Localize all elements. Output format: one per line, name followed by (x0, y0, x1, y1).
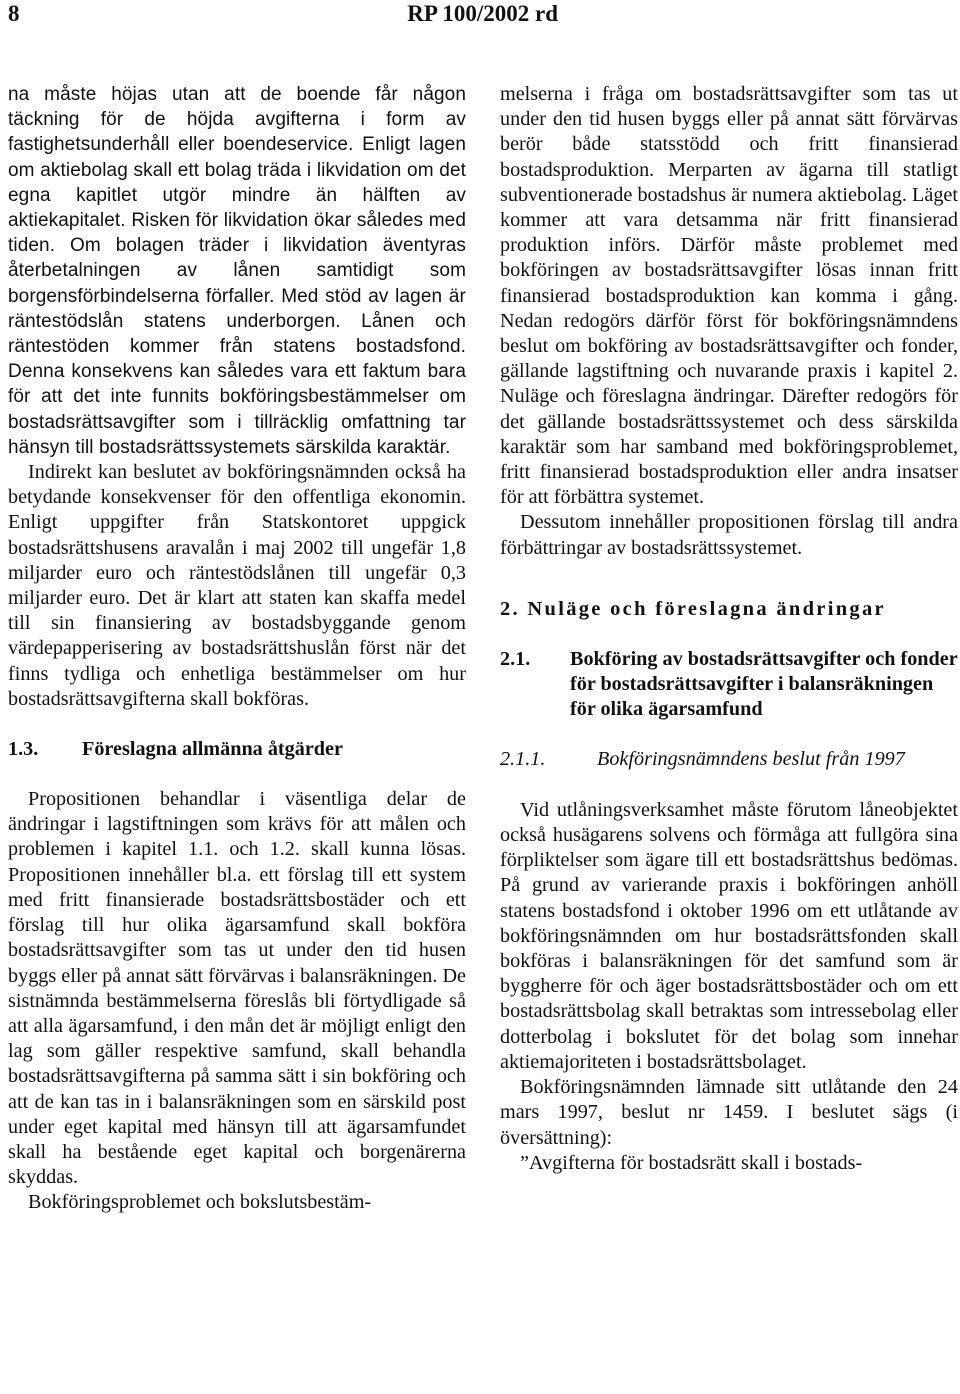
page-number: 8 (8, 1, 20, 26)
section-heading-2-1 (500, 647, 958, 722)
quote-paragraph: ”Avgifterna för bostadsrätt skall i bostads- (520, 1151, 863, 1174)
body-paragraph: na måste höjas utan att de boende får någon täckning för de höjda avgifterna i form av fastighetsunderhåll eller boendeservice. Enligt lagen om aktiebolag skall ett bolag träda i likvidation om det egna kapitlet utgör mindre än hälften av aktiekapitalet. Risken för likvidation ökar således med tiden. Om bolagen träder i likvidation äventyras återbetalningen av lånen samtidigt som borgensförbindelserna förfaller. Med stöd av lagen är räntestödslån statens underborgen. Lånen och räntestöden kommer från statens bostadsfond. Denna konsekvens kan således vara ett faktum bara för att det inte funnits bokföringsbestämmelser om bostadsrättsavgifter som i tillräcklig omfattning tar hänsyn till bostadsrättssystemets särskilda karaktär. (8, 84, 466, 458)
body-paragraph: melserna i fråga om bostadsrättsavgifter som tas ut under den tid husen byggs eller på annat sätt förvärvas berör både statsstödd och fritt finansierad bostadsproduktion. Merparten av ägarna till statligt subventionerade bostadshus är numera aktiebolag. Läget kommer att vara detsamma när fritt finansierad produktion införs. Därför måste problemet med bokföringen av bostadsrättsavgifter lösas innan fritt finansierad bostadsproduktion kan komma i gång. Nedan redogörs därför först för bokföringsnämndens beslut om bokföring av bostadsrättsavgifter och fonder, gällande lagstiftning och nuvarande praxis i kapitel 2. Nuläge och föreslagna ändringar. Därefter redogörs för det gällande bostadsrättssystemet och dess särskilda karaktär som har samband med bokföringsproblemet, fritt finansierad bostadsproduktion eller andra insatser för att förbättra systemet. (500, 83, 958, 509)
section-number: 2.1. (500, 647, 531, 670)
subsection-heading-2-1-1 (500, 747, 958, 772)
body-paragraph: Indirekt kan beslutet av bokföringsnämnden också ha betydande konsekvenser för den offentliga ekonomin. Enligt uppgifter från Statskontoret uppgick bostadsrättshusens aravalån i maj 2002 till ungefär 1,8 miljarder euro och räntestödslånen till ungefär 0,3 miljarder euro. Det är klart att staten kan skaffa medel till sin finansiering av bostadsbyggande genom värdepapperisering av bostadsrättshuslån först när det finns tydliga och enhetliga bestämmelser om hur bostadsrättsavgifterna skall bokföras. (8, 461, 466, 710)
document-id: RP 100/2002 rd (407, 1, 558, 26)
body-paragraph: Dessutom innehåller propositionen förslag till andra förbättringar av bostadsrättssystemet. (500, 511, 958, 559)
section-title: Bokföring av bostadsrättsavgifter och fonder för bostadsrättsavgifter i balansräkningen för olika ägarsamfund (570, 647, 958, 720)
section-heading-1-3 (8, 737, 466, 762)
body-paragraph: Bokföringsnämnden lämnade sitt utlåtande den 24 mars 1997, beslut nr 1459. I beslutet sägs (i översättning): (500, 1076, 958, 1149)
subsection-title: Bokföringsnämndens beslut från 1997 (597, 747, 905, 770)
subsection-number: 2.1.1. (500, 747, 546, 770)
body-paragraph: Vid utlåningsverksamhet måste förutom låneobjektet också husägarens solvens och förmåga att fullgöra sina förpliktelser som ägare till ett bostadsrättshus bedömas. På grund av varierande praxis i bokföringen anhöll statens bostadsfond i oktober 1996 om ett utlåtande av bokföringsnämnden om hur bostadsrättsfonden skall bokföras i balansräkningen för det samfund som är byggherre för och äger bostadsrättsbostäder och om ett bostadsrättsbolag skall betraktas som intressebolag eller dotterbolag i bokslutet för det bolag som innehar aktiemajoriteten i bostadsrättsbolaget. (500, 798, 958, 1073)
body-paragraph: Bokföringsproblemet och bokslutsbestäm- (28, 1191, 372, 1214)
page-header (0, 0, 960, 40)
right-column (500, 82, 958, 1176)
chapter-heading-2: 2. Nuläge och föreslagna ändringar (500, 597, 886, 620)
section-title: Föreslagna allmänna åtgärder (82, 738, 343, 761)
left-column (8, 82, 466, 1216)
section-number: 1.3. (8, 738, 39, 761)
body-paragraph: Propositionen behandlar i väsentliga delar de ändringar i lagstiftningen som krävs för att målen och problemen i kapitel 1.1. och 1.2. skall kunna lösas. Propositionen innehåller bl.a. ett förslag till ett system med fritt finansierade bostadsrättsbostäder och ett förslag till hur olika ägarsamfund skall bokföra bostadsrättsavgifter som tas ut under den tid husen byggs eller på annat sätt förvärvas i balansräkningen. De sistnämnda bestämmelserna föreslås bli förtydligade så att alla ägarsamfund, i den mån det är möjligt enligt den lag som gäller respektive samfund, skall behandla bostadsrättsavgifterna på samma sätt i sin bokföring och att de kan tas in i balansräkningen som en särskild post under eget kapital med hänsyn till att ägarsamfundet skall ha bestående eget kapital och borgenärerna skyddas. (8, 788, 466, 1189)
